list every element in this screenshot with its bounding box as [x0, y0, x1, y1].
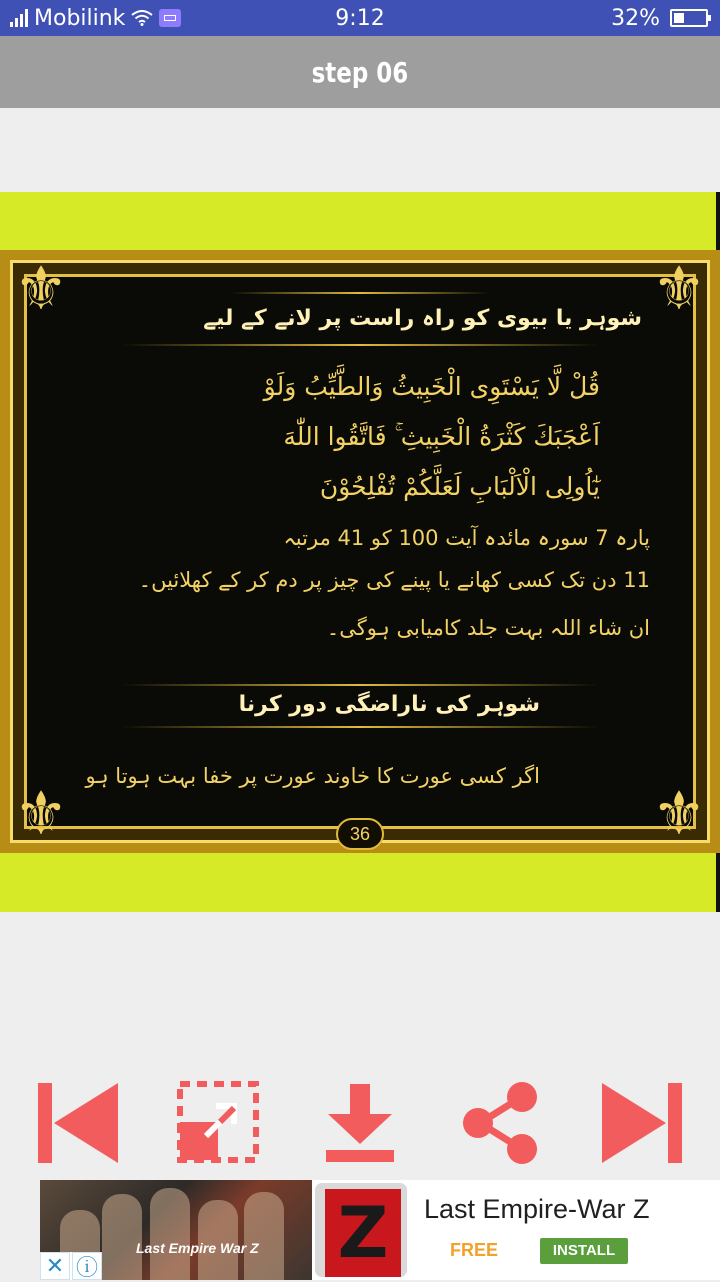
next-button[interactable] — [600, 1080, 684, 1166]
share-button[interactable] — [460, 1080, 544, 1166]
heading-2: شوہر کی ناراضگی دور کرنا — [238, 692, 540, 717]
previous-button[interactable] — [36, 1080, 120, 1166]
fleur-de-lis-icon: ⚜ — [14, 254, 68, 324]
instruction-line-3: ان شاء اللہ بہت جلد کامیابی ہوگی۔ — [326, 616, 650, 640]
instruction-line-2: 11 دن تک کسی کھانے یا پینے کی چیز پر دم کر کے کھلائیں۔ — [138, 568, 650, 592]
carrier-label: Mobilink — [34, 5, 126, 31]
close-icon[interactable]: ✕ — [40, 1252, 70, 1280]
clock: 9:12 — [335, 6, 385, 31]
ad-app-icon-letter: Z — [325, 1189, 401, 1277]
share-icon — [460, 1080, 544, 1166]
info-icon[interactable]: ⓘ — [72, 1252, 102, 1280]
divider — [120, 344, 600, 346]
download-icon — [318, 1080, 402, 1166]
ad-banner[interactable] — [40, 1180, 720, 1280]
download-button[interactable] — [318, 1080, 402, 1166]
instruction-line-1: پارہ 7 سورہ مائدہ آیت 100 کو 41 مرتبہ — [283, 526, 650, 550]
skip-next-icon — [600, 1080, 684, 1166]
page-title: step 06 — [311, 55, 409, 89]
verse-line-2: اَعْجَبَكَ كَثْرَةُ الْخَبِيثِ ۚ فَاتَّقُوا اللّٰهَ — [283, 422, 600, 451]
battery-percent: 32% — [611, 5, 660, 31]
fullscreen-icon — [176, 1080, 260, 1166]
app-bar — [0, 36, 720, 108]
bottom-toolbar — [0, 1080, 720, 1170]
ad-choices[interactable] — [40, 1252, 102, 1280]
battery-icon — [670, 9, 708, 27]
fleur-de-lis-icon: ⚜ — [652, 779, 706, 849]
fleur-de-lis-icon: ⚜ — [14, 779, 68, 849]
divider — [230, 292, 490, 294]
book-page-image[interactable] — [0, 250, 720, 853]
fullscreen-button[interactable] — [176, 1080, 260, 1166]
ad-app-icon[interactable] — [312, 1180, 410, 1280]
verse-line-3: يٰٓاُولِى الْاَلْبَابِ لَعَلَّكُمْ تُفْلِحُوْنَ — [319, 472, 600, 501]
skip-previous-icon — [36, 1080, 120, 1166]
fleur-de-lis-icon: ⚜ — [652, 254, 706, 324]
status-bar — [0, 0, 720, 36]
page-number: 36 — [336, 818, 384, 850]
divider — [120, 684, 600, 686]
divider — [120, 726, 600, 728]
ad-game-logo: Last Empire War Z — [136, 1240, 259, 1256]
ornate-border — [0, 250, 720, 853]
ad-price: FREE — [450, 1240, 499, 1260]
heading-1: شوہر یا بیوی کو راہ راست پر لانے کے لیے — [203, 306, 642, 331]
verse-line-1: قُلْ لَّا يَسْتَوِى الْخَبِيثُ وَالطَّيِّبُ وَلَوْ — [263, 372, 600, 401]
body-line-1: اگر کسی عورت کا خاوند عورت پر خفا بہت ہوتا ہو — [85, 764, 540, 788]
install-button[interactable]: INSTALL — [540, 1238, 628, 1264]
ad-title[interactable]: Last Empire-War Z — [424, 1194, 650, 1224]
